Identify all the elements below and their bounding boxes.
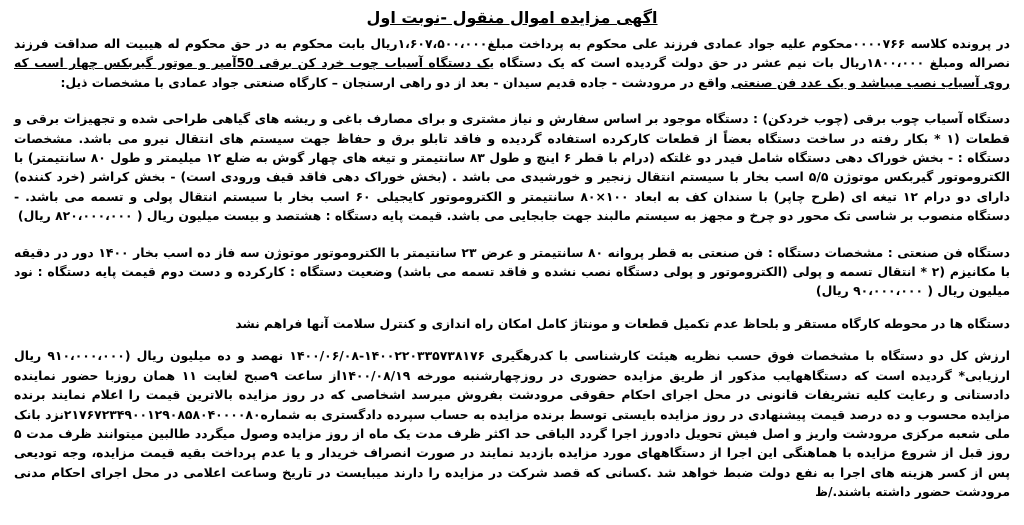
spacer (14, 333, 1010, 346)
notice-title: اگهی مزایده اموال منقول -نوبت اول (366, 8, 658, 27)
intro-text-a: در پرونده کلاسه ۰۰۰۰۷۶۶محکوم علیه جواد عمادی فرزند علی محکوم به پرداخت مبلغ۱،۶۰۷،۵۰۰،۰۰۰ریال بابت محکوم به در حق محکوم له هیبیت اله صداقت فرزند نصراله ومبلغ ۱۸۰۰،۰۰۰ریال بات نیم عشر در حق دولت گردیده است که یک دستگاه (14, 36, 1011, 71)
location-note: دستگاه ها در محوطه کارگاه مستقر و بلحاظ عدم تکمیل قطعات و مونتاژ کامل امکان راه اندازی و کنترل سلامت آنها فراهم نشد (235, 315, 1010, 331)
spacer (14, 301, 1010, 314)
final-paragraph: ارزش کل دو دستگاه با مشخصات فوق حسب نظریه هیئت کارشناسی با کدرهگیری ۱۴۰۰۲۲۰۳۳۵۷۳۸۱۷۶-۱۴۰۰/۰۶/۰۸ نهصد و ده میلیون ریال (۹۱۰،۰۰۰،۰۰۰ ریال ارزیابی* گردیده است که دستگاههایب مذکور از طریق مزایده حضوری در روزچهارشنبه مورخه ۱۴۰۰/۰۸/۱۹از ساعت ۹صبح لغایت ۱۱ همان روزبا حضور نماینده دادستانی و رعایت کلیه تشریفات قانونی در محل اجرای احکام حقوقی مرودشت بفروش میرسد اشخاصی که در روز مزایده بالاترین قیمت را اعلام نمایند برنده مزایده محسوب و ده درصد قیمت پیشنهادی در روز مزایده بایستی توسط برنده مزایده به حساب سپرده دادگستری به شماره۲۱۷۶۷۲۳۴۹۰۰۱۲۹۰۸۵۸۰۴۰۰۰۰۸۰نزد بانک ملی شعبه مرکزی مرودشت واریز و اصل فیش تحویل دادورز اجرا گردد الباقی حد اکثر ظرف مدت یک ماه از روز مزایده وصول میگردد طالبین میتوانند ظرف مدت ۵ روز قبل از شروع مزایده با هماهنگی این اجرا از دستگاههای مورد مزایده بازدید نمایند در صورت انصراف خریدار و یا عدم پرداخت بقیه قیمت مزایده، وجه تودیعی پس از کسر هزینه های اجرا به نفع دولت ضبط خواهد شد .کسانی که قصد شرکت در مزایده را دارند میبایست در تاریخ وساعت اعلامی در محل اجرای احکام مدنی مرودشت حضور داشته باشند./ظ (14, 348, 1010, 500)
spacer (14, 92, 1010, 109)
device1-paragraph: دستگاه آسیاب چوب برقی (چوب خردکن) : دستگاه موجود بر اساس سفارش و نیاز مشتری و برای مصارف باغی و ریشه های گیاهی طراحی شده و تجهیزات برقی و قطعات (۱ * بکار رفته در ساخت دستگاه بعضاً از قطعات کارکرده استفاده گردیده و فاقد تابلو برق و حفاظ جهت سیستم های انتقال نیرو می باشد. مشخصات دستگاه : - بخش خوراک دهی دستگاه شامل فیدر دو غلتکه (درام با قطر ۶ اینچ و طول ۸۳ سانتیمتر و تیغه های چهار گوش به ضلع ۱۲ میلیمتر و طول ۸۰ سانتیمتر) با الکتروموتور گیربکس موتوژن ۵/۵ اسب بخار با سیستم انتقال زنجیر و خورشیدی می باشد . (بخش خوراک دهی فاقد قیف ورودی است) - بخش کراشر (خرد کننده) دارای دو درام ۱۲ تیغه ای (طرح چاپر) با سندان کف به ابعاد ۱۰۰×۸۰ سانتیمتر و الکتروموتور کایجیلی ۶۰ اسب بخار با سیستم انتقال پولی و تسمه می باشد. - دستگاه منصوب بر شاسی تک محور دو چرخ و مجهز به سیستم مالبند جهت جابجایی می باشد. قیمت پایه دستگاه : هشتصد و بیست میلیون ریال ( ۸۲۰،۰۰۰،۰۰۰ ریال) (14, 111, 1011, 224)
intro-paragraph (14, 34, 1010, 92)
device2-paragraph: دستگاه فن صنعتی : مشخصات دستگاه : فن صنعتی به قطر پروانه ۸۰ سانتیمتر و عرض ۲۳ سانتیمتر با الکتروموتور موتوژن سه فاز ده اسب بخار ۱۴۰۰ دور در دقیقه با مکانیزم (۲ * انتقال تسمه و پولی (الکتروموتور و پولی دستگاه نصب نشده و فاقد تسمه می باشد) وضعیت دستگاه : کارکرده و دست دوم قیمت پایه دستگاه : نود میلیون ریال ( ۹۰،۰۰۰،۰۰۰ ریال) (14, 244, 1011, 299)
intro-text-b: واقع در مرودشت - جاده قدیم سیدان - بعد از دو راهی ارسنجان – کارگاه صنعتی جواد عمادی با مشخصات ذیل: (60, 74, 732, 90)
spacer (14, 226, 1010, 243)
title-row (14, 4, 1010, 34)
intro-underlined-items: یک دستگاه آسیاب چوب خرد کن برقی 50آمپر و موتور گیربکس چهار اسب که روی آسیاب نصب میباشد و یک عدد فن صنعتی (14, 55, 1010, 90)
